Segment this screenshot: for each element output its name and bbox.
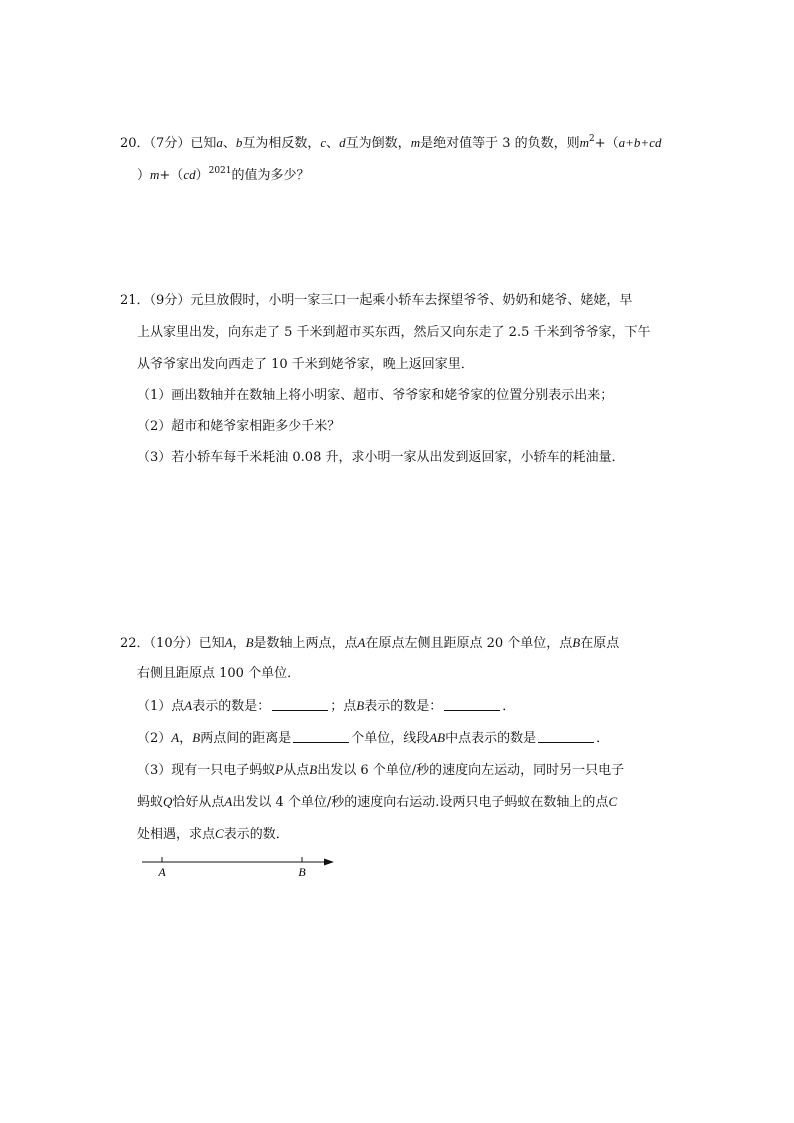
var: c — [320, 135, 327, 150]
text: ） — [195, 168, 209, 183]
score: （7分） — [149, 136, 191, 151]
var: AB — [429, 730, 446, 745]
var: a+b+cd — [618, 135, 662, 150]
var: C — [608, 794, 618, 809]
text: 表示的数是： — [364, 699, 443, 714]
var: Q — [163, 794, 173, 809]
question-number: 20． — [120, 136, 150, 151]
exponent: 2021 — [208, 166, 232, 176]
q22-sub3-line2 — [137, 793, 617, 812]
text: 个单位，线段 — [351, 731, 430, 746]
var: m — [150, 167, 160, 182]
var: B — [572, 635, 581, 650]
text: 的值为多少？ — [231, 168, 310, 183]
var: B — [309, 762, 318, 777]
text: ， — [179, 731, 193, 746]
var: A — [224, 635, 233, 650]
text: 表示的数． — [223, 827, 289, 842]
var: a — [216, 135, 223, 150]
text: 互为相反数， — [242, 136, 321, 151]
text: （1）点 — [137, 699, 185, 714]
text: 处相遇，求点 — [137, 827, 216, 842]
q20-line2 — [137, 166, 310, 185]
q21-line2: 上从家里出发，向东走了 5 千米到超市买东西，然后又向东走了 2.5 千米到爷爷家，下午 — [137, 325, 651, 340]
text: 中点表示的数是 — [445, 731, 537, 746]
text: 22．（10分）已知 — [120, 636, 225, 651]
text: ， — [232, 636, 246, 651]
var: B — [356, 698, 365, 713]
answer-blank[interactable] — [538, 730, 594, 743]
text: 蚂蚁 — [137, 795, 164, 810]
exponent: 2 — [589, 134, 595, 144]
var: m — [410, 135, 421, 150]
number-line-diagram — [140, 852, 340, 882]
text: 在原点左侧且距原点 20 个单位，点 — [365, 636, 573, 651]
text: （2） — [137, 731, 172, 746]
text: 表示的数是： — [192, 699, 271, 714]
text: （3）现有一只电子蚂蚁 — [137, 763, 276, 778]
q21-line3: 从爷爷家出发向西走了 10 千米到姥爷家，晚上返回家里． — [137, 357, 474, 372]
var: A — [224, 794, 233, 809]
text: ；点 — [330, 699, 357, 714]
q22-sub3-line3 — [137, 825, 289, 844]
var: cd — [183, 167, 196, 182]
text: 、 — [222, 136, 236, 151]
text: +（ — [594, 136, 619, 151]
text: 互为倒数， — [345, 136, 411, 151]
answer-blank[interactable] — [272, 698, 328, 711]
label-b: B — [298, 865, 306, 879]
text: +（ — [159, 168, 184, 183]
text: 两点间的距离是 — [200, 731, 292, 746]
q22-sub2 — [137, 729, 609, 748]
q21-sub1: （1）画出数轴并在数轴上将小明家、超市、爷爷家和姥爷家的位置分别表示出来； — [137, 388, 614, 403]
var: b — [235, 135, 243, 150]
text: 、 — [326, 136, 340, 151]
text: 已知 — [190, 136, 217, 151]
var: A — [357, 635, 366, 650]
q22-sub3-line1 — [137, 761, 624, 780]
q22-line1 — [120, 634, 619, 653]
q20-line1 — [120, 134, 661, 153]
var: P — [275, 762, 284, 777]
q21-sub2: （2）超市和姥爷家相距多少千米？ — [137, 419, 341, 434]
text: 从点 — [283, 763, 310, 778]
var: A — [184, 698, 193, 713]
text: 出发以 4 个单位/秒的速度向右运动.设两只电子蚂蚁在数轴上的点 — [232, 795, 609, 810]
var: A — [171, 730, 180, 745]
text: 恰好从点 — [172, 795, 225, 810]
axis-arrow — [324, 859, 334, 866]
answer-blank[interactable] — [444, 698, 500, 711]
text: 在原点 — [580, 636, 620, 651]
var: B — [245, 635, 254, 650]
var: d — [339, 135, 346, 150]
q22-sub1 — [137, 697, 515, 716]
text: 是绝对值等于 3 的负数，则 — [420, 136, 580, 151]
q22-line2: 右侧且距原点 100 个单位． — [137, 666, 301, 681]
q21-sub3: （3）若小轿车每千米耗油 0.08 升，求小明一家从出发到返回家，小轿车的耗油量． — [137, 450, 625, 465]
text: ） — [137, 168, 151, 183]
var: m — [579, 135, 590, 150]
text: 出发以 6 个单位/秒的速度向左运动，同时另一只电子 — [317, 763, 625, 778]
answer-blank[interactable] — [293, 730, 349, 743]
var: C — [215, 826, 224, 841]
q21-line1: 21．（9分）元旦放假时，小明一家三口一起乘小轿车去探望爷爷、奶奶和姥爷、姥姥，早 — [120, 293, 633, 308]
text: ． — [596, 731, 610, 746]
var: B — [192, 730, 201, 745]
label-a: A — [158, 865, 166, 879]
text: 是数轴上两点，点 — [253, 636, 358, 651]
text: ． — [502, 699, 516, 714]
